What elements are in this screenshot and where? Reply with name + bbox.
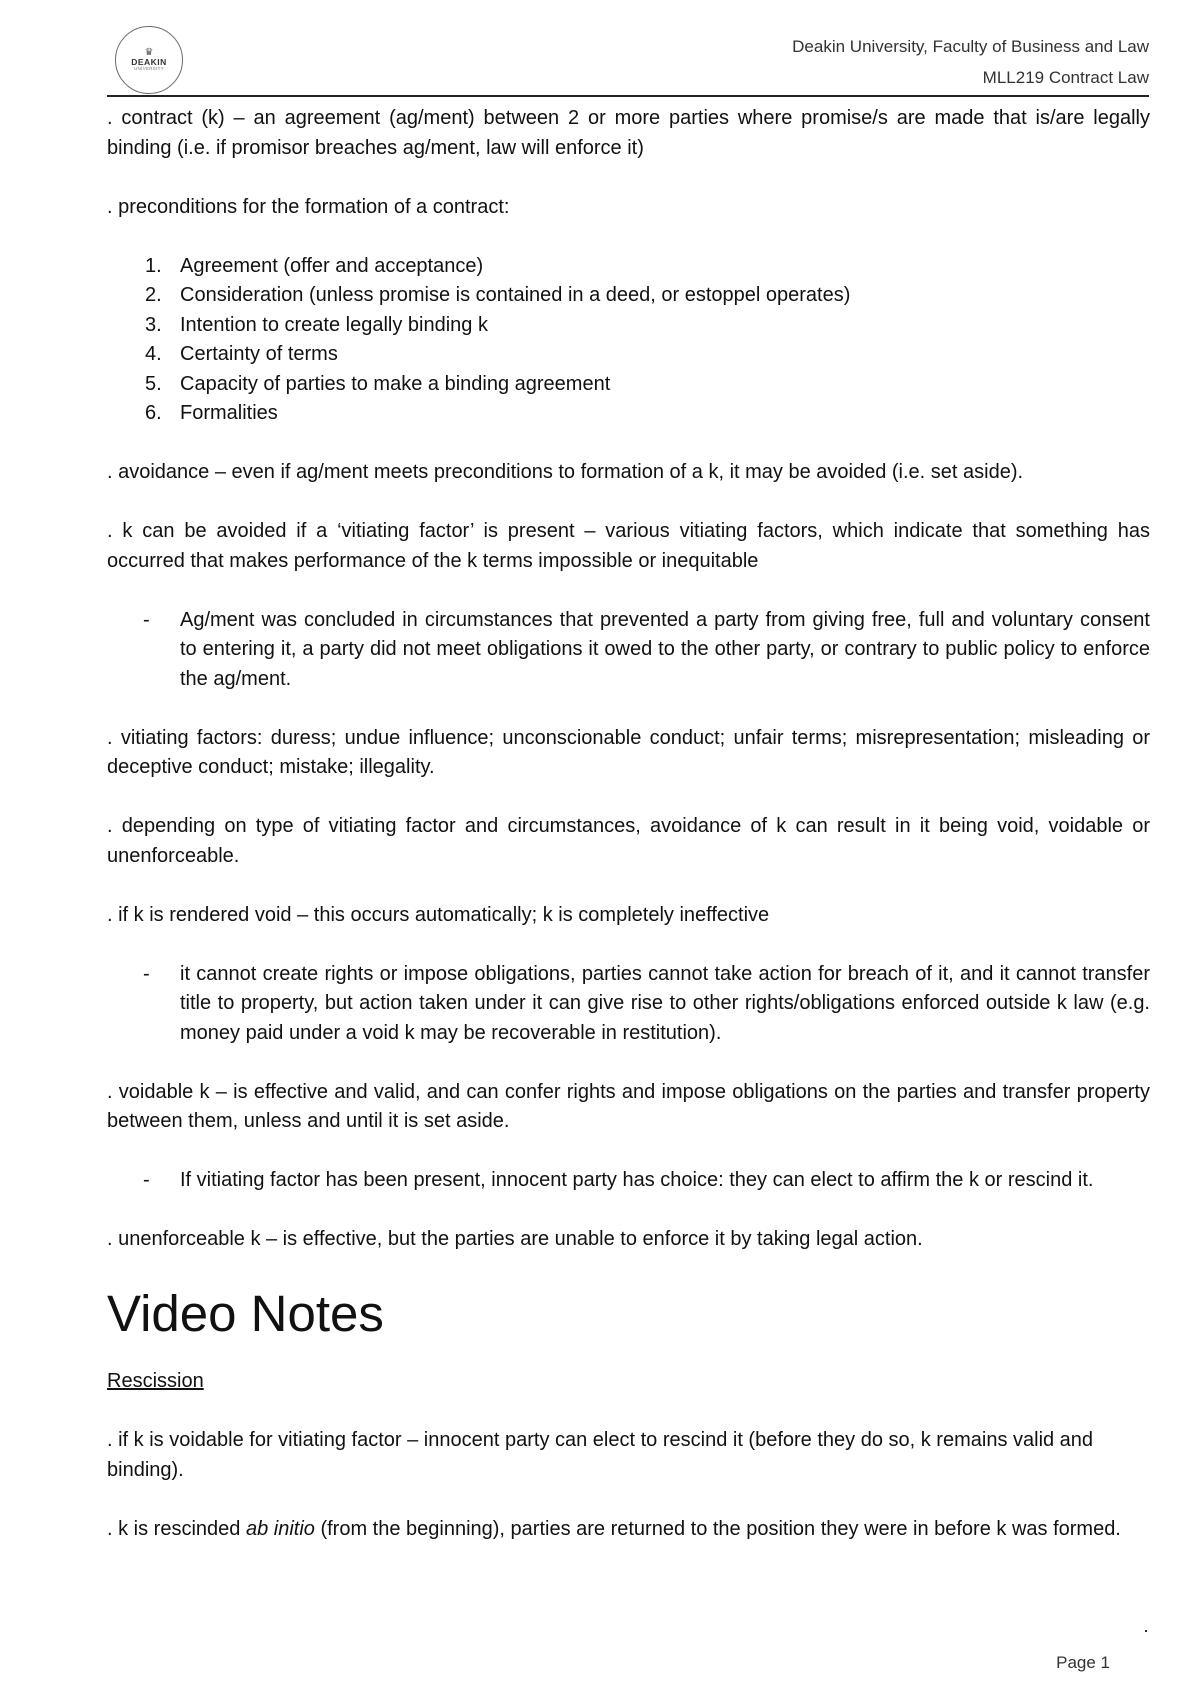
dash-marker: - xyxy=(143,962,150,985)
logo-word: DEAKIN xyxy=(131,57,167,68)
para-void: . if k is rendered void – this occurs automatically; k is completely ineffective xyxy=(107,903,770,926)
subheading-rescission: Rescission xyxy=(107,1370,204,1392)
para-vitiating: . vitiating factors: duress; undue influence; unconscionable conduct; unfair terms; misrepresentation; misleading or deceptive conduct; mistake; illegality. xyxy=(107,726,1150,778)
heading-video-notes: Video Notes xyxy=(107,1285,384,1342)
header-institution: Deakin University, Faculty of Business and Law xyxy=(792,37,1149,56)
bullet-void: - it cannot create rights or impose obligations, parties cannot take action for breach of it, and it cannot transfer title to property, but action taken under it can give rise to other rights/obligations enforced outside k law (e.g. money paid under a void k may be recoverable in restitution). xyxy=(107,960,1150,1049)
para-avoidance: . avoidance – even if ag/ment meets preconditions to formation of a k, it may be avoided (i.e. set aside). xyxy=(107,461,1024,483)
para-contract: . contract (k) – an agreement (ag/ment) between 2 or more parties where promise/s are made that is/are legally binding (i.e. if promisor breaches ag/ment, law will enforce it) xyxy=(107,107,1150,159)
logo-subword: UNIVERSITY xyxy=(133,66,164,72)
para-depending: . depending on type of vitiating factor and circumstances, avoidance of k can result in it being void, voidable or unenforceable. xyxy=(107,815,1150,867)
para-unenforceable: . unenforceable k – is effective, but the parties are unable to enforce it by taking legal action. xyxy=(107,1228,923,1250)
para-rescind-1: . if k is voidable for vitiating factor – innocent party can elect to rescind it (before they do so, k remains valid and binding). xyxy=(107,1429,1094,1481)
deakin-logo xyxy=(115,26,183,94)
stray-dot xyxy=(1145,1630,1147,1632)
para-voidable: . voidable k – is effective and valid, and can confer rights and impose obligations on the parties and transfer property between them, unless and until it is set aside. xyxy=(107,1080,1150,1132)
page-number: Page 1 xyxy=(1056,1653,1110,1672)
para-preconditions: . preconditions for the formation of a contract: xyxy=(107,195,510,218)
para-rescind-2: . k is rescinded ab initio (from the beginning), parties are returned to the position they were in before k was formed. xyxy=(107,1517,1121,1540)
para-avoided: . k can be avoided if a ‘vitiating factor’ is present – various vitiating factors, which indicate that something has occurred that makes performance of the k terms impossible or inequitable xyxy=(107,520,1150,572)
dash-marker: - xyxy=(143,608,150,631)
list-item: 2. Consideration (unless promise is contained in a deed, or estoppel operates) xyxy=(145,284,851,306)
crest-icon: ♛ xyxy=(144,47,154,59)
document-body xyxy=(107,104,1150,1574)
preconditions-list xyxy=(107,252,1150,429)
latin-term: ab initio xyxy=(245,1517,315,1540)
dash-marker: - xyxy=(143,1169,150,1191)
header-course: MLL219 Contract Law xyxy=(982,68,1149,87)
list-item: 4. Certainty of terms xyxy=(145,343,338,365)
list-item: 6. Formalities xyxy=(145,402,278,424)
list-item: 5. Capacity of parties to make a binding agreement xyxy=(145,372,611,395)
header-rule xyxy=(107,95,1149,97)
bullet-agment: - Ag/ment was concluded in circumstances that prevented a party from giving free, full and voluntary consent to entering it, a party did not meet obligations it owed to the other party, or contrary to public policy to enforce the ag/ment. xyxy=(107,606,1150,695)
list-item: 3. Intention to create legally binding k xyxy=(145,313,488,336)
bullet-voidable: - If vitiating factor has been present, innocent party has choice: they can elect to affirm the k or rescind it. xyxy=(107,1166,1150,1196)
list-item: 1. Agreement (offer and acceptance) xyxy=(145,254,484,277)
